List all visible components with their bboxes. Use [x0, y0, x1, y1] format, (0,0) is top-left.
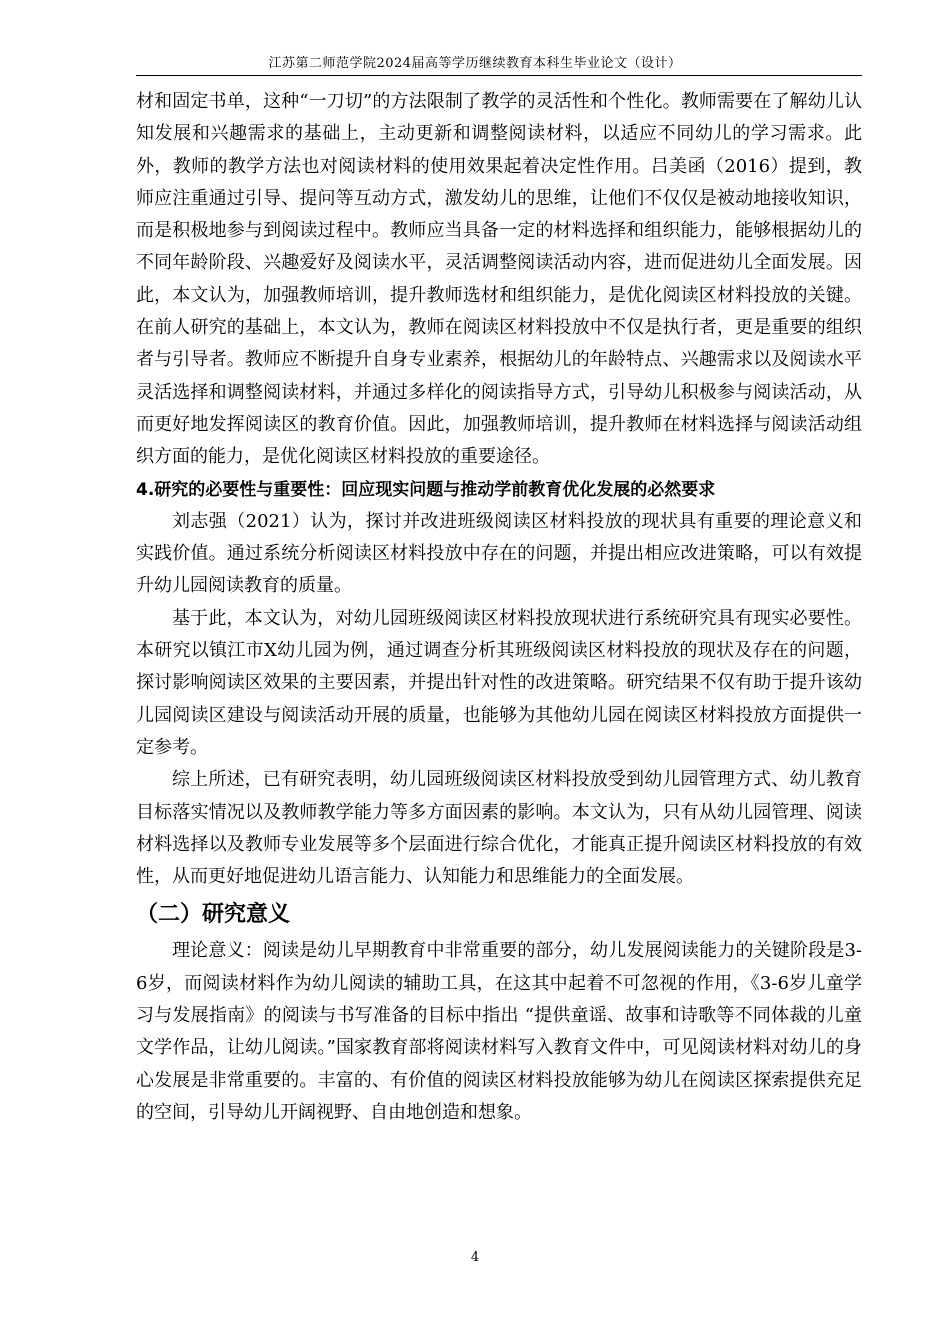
body-paragraph: 基于此，本文认为，对幼儿园班级阅读区材料投放现状进行系统研究具有现实必要性。本研究以镇江市X幼儿园为例，通过调查分析其班级阅读区材料投放的现状及存在的问题，探讨影响阅读区效果的主要因素，并提出针对性的改进策略。研究结果不仅有助于提升该幼儿园阅读区建设与阅读活动开展的质量，也能够为其他幼儿园在阅读区材料投放方面提供一定参考。: [136, 607, 862, 758]
subheading-4: 4.研究的必要性与重要性：回应现实问题与推动学前教育优化发展的必然要求: [136, 479, 716, 500]
body-paragraph: 理论意义：阅读是幼儿早期教育中非常重要的部分，幼儿发展阅读能力的关键阶段是3-6岁，而阅读材料作为幼儿阅读的辅助工具，在这其中起着不可忽视的作用，《3-6岁儿童学习与发展指南》的阅读与书写准备的目标中指出 “提供童谣、故事和诗歌等不同体裁的儿童文学作品，让幼儿阅读。”国家教育部将阅读材料写入教育文件中，可见阅读材料对幼儿的身心发展是非常重要的。丰富的、有价值的阅读区材料投放能够为幼儿在阅读区探索提供充足的空间，引导幼儿开阔视野、自由地创造和想象。: [136, 940, 862, 1123]
header-divider: [136, 75, 862, 76]
document-body: [136, 86, 862, 1129]
running-header: 江苏第二师范学院2024届高等学历继续教育本科生毕业论文（设计）: [268, 56, 682, 71]
body-paragraph-continued: 材和固定书单，这种“一刀切”的方法限制了教学的灵活性和个性化。教师需要在了解幼儿认知发展和兴趣需求的基础上，主动更新和调整阅读材料，以适应不同幼儿的学习需求。此外，教师的教学方法也对阅读材料的使用效果起着决定性作用。吕美函（2016）提到，教师应注重通过引导、提问等互动方式，激发幼儿的思维，让他们不仅仅是被动地接收知识，而是积极地参与到阅读过程中。教师应当具备一定的材料选择和组织能力，能够根据幼儿的不同年龄阶段、兴趣爱好及阅读水平，灵活调整阅读活动内容，进而促进幼儿全面发展。因此，本文认为，加强教师培训，提升教师选材和组织能力，是优化阅读区材料投放的关键。在前人研究的基础上，本文认为，教师在阅读区材料投放中不仅是执行者，更是重要的组织者与引导者。教师应不断提升自身专业素养，根据幼儿的年龄特点、兴趣需求以及阅读水平灵活选择和调整阅读材料，并通过多样化的阅读指导方式，引导幼儿积极参与阅读活动，从而更好地发挥阅读区的教育价值。因此，加强教师培训，提升教师在材料选择与阅读活动组织方面的能力，是优化阅读区材料投放的重要途径。: [136, 91, 862, 468]
section-heading: （二）研究意义: [136, 902, 291, 928]
page-number: 4: [470, 1250, 480, 1265]
body-paragraph: 刘志强（2021）认为，探讨并改进班级阅读区材料投放的现状具有重要的理论意义和实践价值。通过系统分析阅读区材料投放中存在的问题，并提出相应改进策略，可以有效提升幼儿园阅读教育的质量。: [136, 510, 862, 597]
body-paragraph: 综上所述，已有研究表明，幼儿园班级阅读区材料投放受到幼儿园管理方式、幼儿教育目标落实情况以及教师教学能力等多方面因素的影响。本文认为，只有从幼儿园管理、阅读材料选择以及教师专业发展等多个层面进行综合优化，才能真正提升阅读区材料投放的有效性，从而更好地促进幼儿语言能力、认知能力和思维能力的全面发展。: [136, 769, 862, 888]
